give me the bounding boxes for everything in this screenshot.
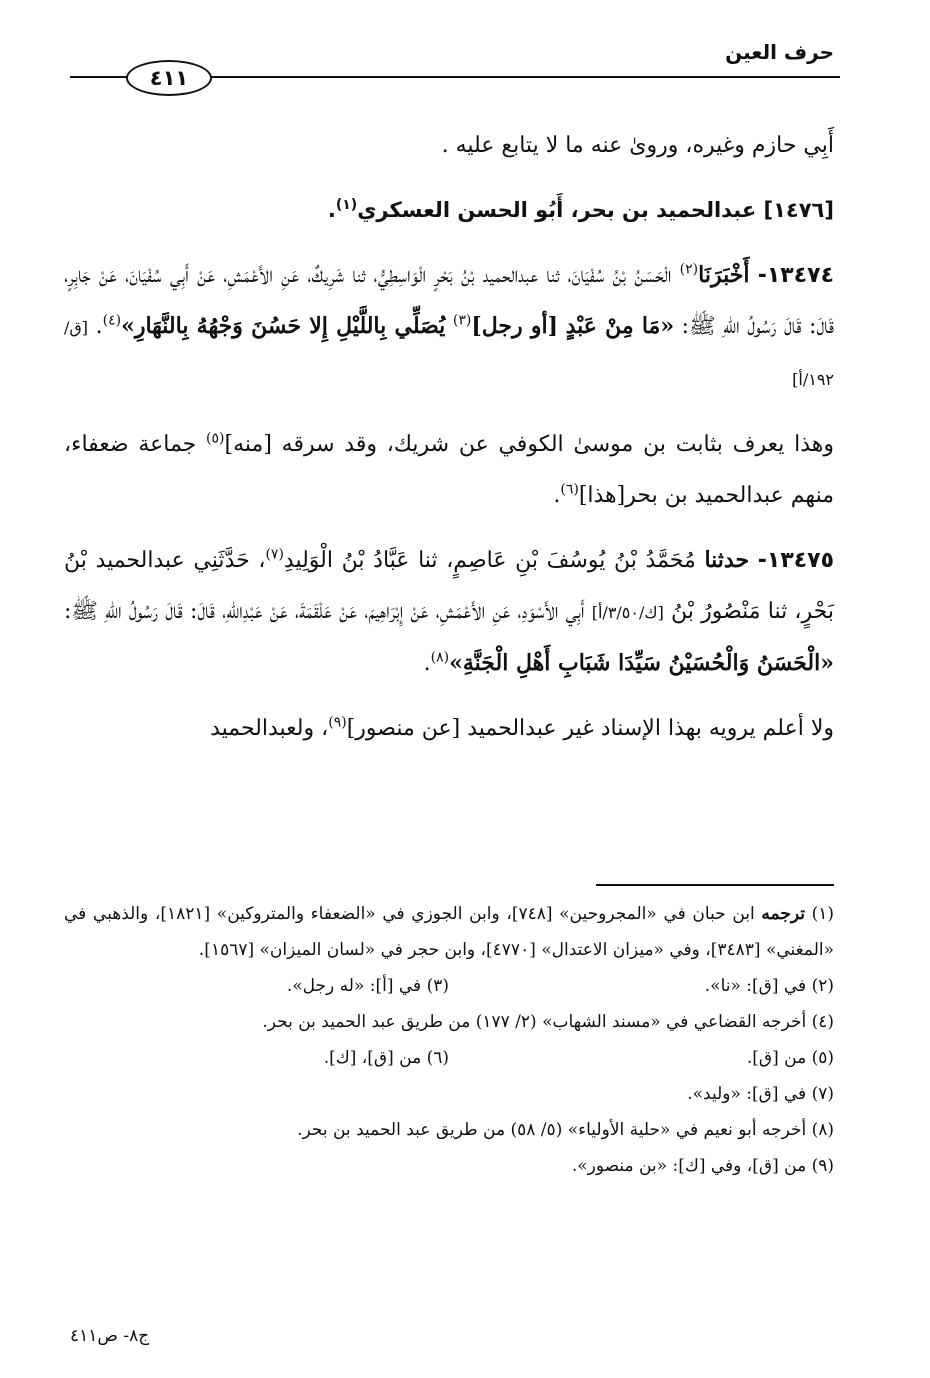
commentary-text-1a: وهذا يعرف بثابت بن موسىٰ الكوفي عن شريك، وقد سرقه [منه] [224, 432, 834, 457]
footnote-row-2-3 [64, 968, 834, 1004]
hadith-13474 [64, 250, 834, 405]
volume-page-footer: ج٨- ص٤١١ [70, 1326, 150, 1346]
footnote-8: (٨) أخرجه أبو نعيم في «حلية الأولياء» (٥/ ٥٨) من طريق عبد الحميد بن بحر. [297, 1120, 834, 1140]
hadith-isnad-part-1: مُحَمَّدُ بْنُ يُوسُفَ بْنِ عَاصِمٍ، ثنا عَبَّادُ بْنُ الْوَلِيدِ [283, 548, 696, 573]
footnote-ref-2[interactable]: (٢) [679, 261, 699, 278]
hadith-number: ١٣٤٧٥- [757, 548, 835, 573]
hadith-number: ١٣٤٧٤- [757, 263, 834, 288]
entry-heading [64, 185, 834, 236]
variant-reading: [أو رجل] [471, 313, 558, 339]
footnote-number: (١) [811, 904, 834, 924]
footnote-text: ابن حبان في «المجروحين» [٧٤٨]، وابن الجوزي في «الضعفاء والمتروكين» [١٨٢١]، والذهبي في «المغني» [٣٤٨٣]، وفي «ميزان الاعتدال» [٤٧٧٠]، وابن حجر في «لسان الميزان» [١٥٦٧]. [64, 904, 834, 960]
commentary-text-1b: جماعة ضعفاء، منهم عبدالحميد بن بحر[هذا] [64, 432, 834, 508]
transmission-term: أَخْبَرَنَا [698, 262, 750, 288]
footnote-5: (٥) من [ق]. [746, 1048, 834, 1068]
footnote-ref-4[interactable]: (٤) [102, 312, 122, 329]
footnote-ref-8[interactable]: (٨) [430, 649, 450, 666]
footnote-ref-9[interactable]: (٩) [328, 714, 347, 731]
footnote-ref-5[interactable]: (٥) [206, 430, 225, 447]
hadith-matn: «الْحَسَنُ وَالْحُسَيْنُ سَيِّدَا شَبَابِ أَهْلِ الْجَنَّةِ» [449, 650, 834, 676]
footnote-9: (٩) من [ق]، وفي [ك]: «بن منصور». [571, 1156, 834, 1176]
commentary-text-2a: ولا أعلم يرويه بهذا الإسناد غير عبدالحميد [عن منصور] [346, 716, 834, 741]
footnotes [64, 896, 834, 1184]
manuscript-ref: [ق/١٩٢/أ] [64, 318, 834, 389]
hadith-matn-part-2: يُصَلِّي بِاللَّيْلِ إِلا حَسُنَ وَجْهُهُ بِالنَّهَارِ» [121, 313, 446, 339]
footnote-ref-3[interactable]: (٣) [452, 312, 472, 329]
transmission-term: حدثنا [704, 547, 750, 573]
hadith-matn-part-1: «مَا مِنْ عَبْدٍ [565, 313, 675, 339]
entry-heading-tail: . [327, 198, 336, 222]
page-number: ٤١١ [126, 60, 212, 96]
footnote-2: (٢) في [ق]: «نا». [704, 976, 834, 996]
footnote-separator [596, 884, 834, 886]
continuation-text: أَبِي حازم وغيره، وروىٰ عنه ما لا يتابع عليه . [441, 133, 834, 158]
footnote-ref-7[interactable]: (٧) [265, 546, 284, 563]
footnote-3: (٣) في [أ]: «له رجل». [286, 976, 449, 996]
footnote-4: (٤) أخرجه القضاعي في «مسند الشهاب» (٢/ ١٧٧) من طريق عبد الحميد بن بحر. [262, 1012, 834, 1032]
entry-heading-text: [١٤٧٦] عبدالحميد بن بحر، أَبُو الحسن العسكري [357, 198, 834, 222]
hadith-13475 [64, 535, 834, 689]
manuscript-ref: [ك/٣/٥٠/أ] [591, 603, 664, 622]
hadith-isnad-part-3: أَبِي الأَسْوَدِ، عَنِ الأَعْمَشِ، عَنْ إِبْرَاهِيمَ، عَنْ عَلْقَمَةَ، عَنْ عَبْدِاللهِ، قَالَ: قَالَ رَسُولُ اللهِ ﷺ: [64, 599, 585, 624]
hadith-isnad: الْحَسَنُ بْنُ سُفْيَانَ، ثنا عبدالحميد بْنُ بَحْرٍ الْوَاسِطِيُّ، ثنا شَرِيكٌ، عَنِ الأَعْمَشِ، عَنْ أَبِي سُفْيَانَ، عَنْ جَابِرٍ، قَالَ: قَالَ رَسُولُ اللهِ ﷺ: [64, 263, 834, 339]
hadith-isnad-part-2: ، حَدَّثَنِي عبدالحميد بْنُ بَحْرٍ، ثنا مَنْصُورُ بْنُ [64, 548, 834, 624]
footnote-7: (٧) في [ق]: «وليد». [687, 1084, 834, 1104]
footnote-ref-6[interactable]: (٦) [560, 481, 579, 498]
commentary-text-2b: ، ولعبدالحميد [210, 716, 329, 741]
footnote-ref-1[interactable]: (١) [335, 197, 358, 213]
commentary-paragraph-1 [64, 419, 834, 521]
footnote-row-5-6 [64, 1040, 834, 1076]
continuation-paragraph [64, 120, 834, 171]
hadith-tail: . [95, 314, 103, 339]
main-text [64, 120, 834, 768]
hadith-tail: . [423, 651, 431, 676]
commentary-tail-1: . [553, 483, 561, 508]
commentary-paragraph-2 [64, 703, 834, 754]
footnote-1 [64, 896, 834, 968]
footnote-label: ترجمه [761, 904, 805, 924]
footnote-6: (٦) من [ق]، [ك]. [323, 1048, 449, 1068]
chapter-title: حرف العين [725, 40, 834, 64]
